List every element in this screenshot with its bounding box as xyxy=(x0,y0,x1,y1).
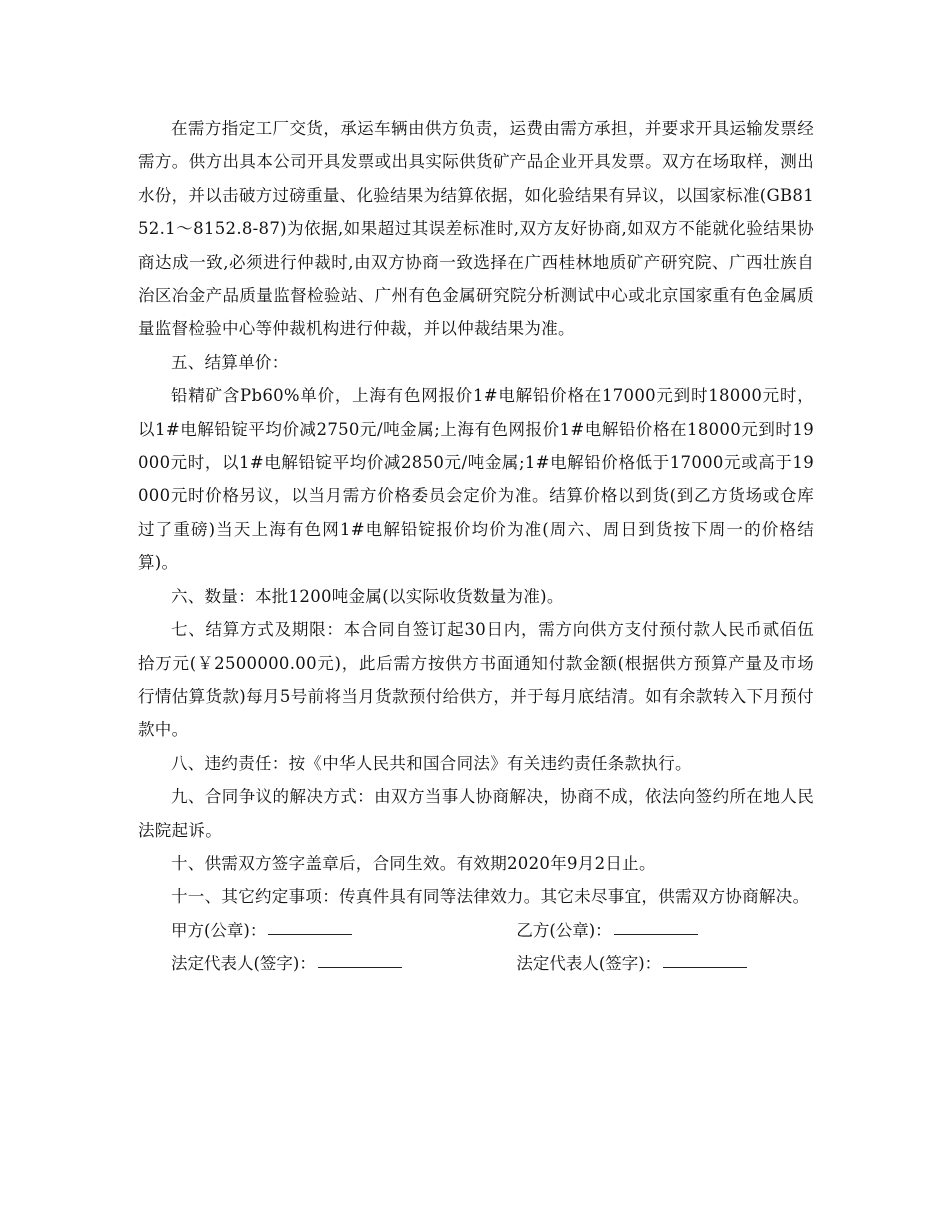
party-b-seal-label: 乙方(公章)： xyxy=(516,920,612,940)
party-a-seal-label: 甲方(公章)： xyxy=(171,920,267,940)
paragraph-dispute-resolution: 九、合同争议的解决方式：由双方当事人协商解决，协商不成，依法向签约所在地人民法院起诉。 xyxy=(138,787,814,840)
party-b-representative xyxy=(516,947,814,980)
paragraph-effectiveness: 十、供需双方签字盖章后，合同生效。有效期2020年9月2日止。 xyxy=(171,853,656,873)
party-a-seal xyxy=(171,914,516,947)
signature-row-representative xyxy=(138,947,814,980)
party-a-rep-label: 法定代表人(签字)： xyxy=(171,954,316,974)
party-a-rep-blank xyxy=(318,947,402,968)
party-b-seal xyxy=(516,914,814,947)
party-b-rep-label: 法定代表人(签字)： xyxy=(516,954,662,974)
party-b-seal-blank xyxy=(614,914,698,935)
party-a-seal-blank xyxy=(268,914,352,935)
paragraph-quantity: 六、数量：本批1200吨金属(以实际收货数量为准)。 xyxy=(171,586,564,606)
paragraph-settlement-price: 铅精矿含Pb60%单价，上海有色网报价1#电解铅价格在17000元到时18000元时，以1#电解铅锭平均价减2750元/吨金属;上海有色网报价1#电解铅价格在18000元到时19000元时，以1#电解铅锭平均价减2850元/吨金属;1#电解铅价格低于17000元或高于19000元时价格另议，以当月需方价格委员会定价为准。结算价格以到货(到乙方货场或仓库过了重磅)当天上海有色网1#电解铅锭报价均价为准(周六、周日到货按下周一的价格结算)。 xyxy=(138,386,814,573)
party-a-representative xyxy=(171,947,516,980)
paragraph-delivery-inspection: 在需方指定工厂交货，承运车辆由供方负责，运费由需方承担，并要求开具运输发票经需方。供方出具本公司开具发票或出具实际供货矿产品企业开具发票。双方在场取样，测出水份，并以击破方过磅重量、化验结果为结算依据，如化验结果有异议，以国家标准(GB8152.1～8152.8-87)为依据,如果超过其误差标准时,双方友好协商,如双方不能就化验结果协商达成一致,必须进行仲裁时,由双方协商一致选择在广西桂林地质矿产研究院、广西壮族自治区冶金产品质量监督检验站、广州有色金属研究院分析测试中心或北京国家重有色金属质量监督检验中心等仲裁机构进行仲裁，并以仲裁结果为准。 xyxy=(138,119,814,339)
contract-page xyxy=(138,112,814,981)
paragraph-other-matters: 十一、其它约定事项：传真件具有同等法律效力。其它未尽事宜，供需双方协商解决。 xyxy=(171,887,810,907)
paragraph-payment-terms: 七、结算方式及期限：本合同自签订起30日内，需方向供方支付预付款人民币贰佰伍拾万元(￥2500000.00元)，此后需方按供方书面通知付款金额(根据供方预算产量及市场行情估算货款)每月5号前将当月货款预付给供方，并于每月底结清。如有余款转入下月预付款中。 xyxy=(138,620,814,740)
section-heading-settlement-price: 五、结算单价： xyxy=(171,352,289,372)
party-b-rep-blank xyxy=(663,947,747,968)
paragraph-breach-liability: 八、违约责任：按《中华人民共和国合同法》有关违约责任条款执行。 xyxy=(171,753,692,773)
signature-row-seal xyxy=(138,914,814,947)
